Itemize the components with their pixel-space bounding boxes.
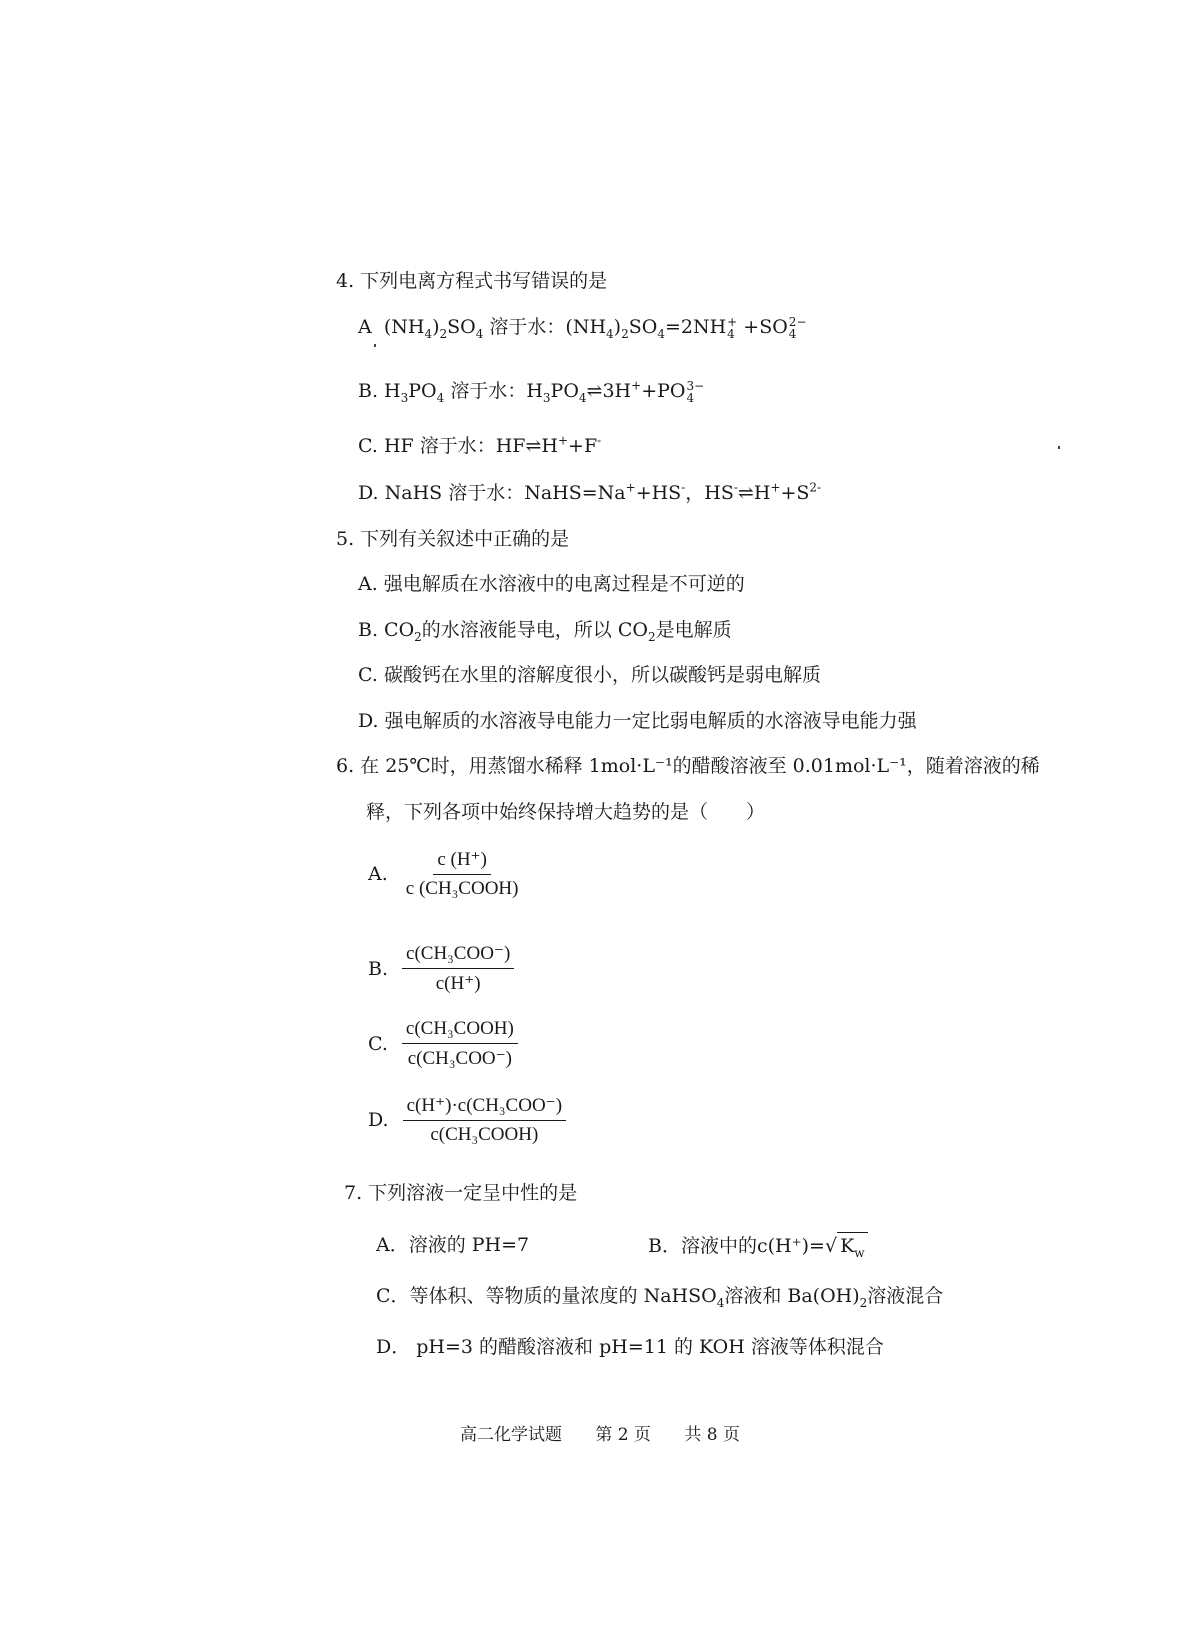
- q4-option-d: D. NaHS 溶于水：NaHS=Na++HS-，$HS^-\rightleftharpoons H^++S^{2-}$: [358, 480, 822, 504]
- q6-stem-line1: 6. 在 25℃时，用蒸馏水稀释 1mol·L⁻¹的醋酸溶液至 0.01mol·L⁻¹，随着溶液的稀: [336, 755, 1040, 777]
- fraction-numerator: c(H⁺)·c(CH₃COO⁻): [403, 1094, 566, 1121]
- q6-option-a: A. $\frac{c (H^+)}{\text{c (CH₃COOH)}}$: [368, 848, 522, 900]
- q5-option-d: D. 强电解质的水溶液导电能力一定比弱电解质的水溶液导电能力强: [358, 710, 917, 732]
- page-footer: [0, 1420, 1200, 1445]
- q5-stem: 5. 下列有关叙述中正确的是: [336, 528, 570, 550]
- q5-option-c: C. 碳酸钙在水里的溶解度很小，所以碳酸钙是弱电解质: [358, 664, 821, 686]
- fraction-denominator: c(H⁺): [435, 973, 481, 994]
- fraction-numerator: c(CH₃COOH): [402, 1018, 518, 1044]
- footer-subject: 高二化学试题: [459, 1425, 562, 1445]
- q4-option-b: B. $H_3PO_4$ 溶于水：$H_3PO_4\rightleftharpoons 3H^++PO$ 3− 4: [358, 378, 705, 405]
- footer-page-number: 第 2 页: [595, 1425, 651, 1445]
- q7-option-b: B．溶液中的c(H⁺)= √ $K_w$: [648, 1232, 868, 1259]
- q6-option-c: C. $\frac{\text{c(CH₃COOH)}}{\text{c(CH₃COO⁻)}}$: [368, 1018, 518, 1070]
- fraction-numerator: c (H⁺): [433, 848, 491, 875]
- q7-option-c: C．等体积、等物质的量浓度的 NaHSO$_4$溶液和 $Ba(OH)_2$溶液混合: [376, 1285, 944, 1310]
- q4-option-c: C. HF 溶于水：HF⇌H++F-: [358, 433, 602, 457]
- fraction-denominator: c(CH₃COO⁻): [407, 1048, 512, 1069]
- fraction-denominator: c (CH₃COOH): [405, 878, 519, 899]
- q6-option-b: B. $\frac{\text{c(CH₃COO⁻)}}{c(H^+)}$: [368, 942, 514, 995]
- q7-stem: 7. 下列溶液一定呈中性的是: [344, 1182, 578, 1204]
- scan-speck: [374, 344, 376, 347]
- footer-total-pages: 共 8 页: [684, 1425, 741, 1445]
- q4-option-a: A $(NH_4)_2SO_4$ 溶于水：$(NH_4)_2SO_4=2NH$ + 4 +SO 2− 4: [358, 315, 807, 341]
- q7-option-a: A．溶液的 PH=7: [376, 1234, 530, 1256]
- q5-option-a: A. 强电解质在水溶液中的电离过程是不可逆的: [358, 573, 745, 595]
- q5-option-b: B. $CO_2$的水溶液能导电，所以 $CO_2$是电解质: [358, 619, 732, 644]
- fraction-denominator: c(CH₃COOH): [430, 1124, 539, 1145]
- q4-stem: 4. 下列电离方程式书写错误的是: [336, 270, 608, 292]
- q6-option-d: D. $\frac{\text{c(H⁺)·c(CH₃COO⁻)}}{\text{c(CH₃COOH)}}$: [368, 1094, 566, 1146]
- scan-speck: [1058, 446, 1060, 449]
- fraction-numerator: c(CH₃COO⁻): [402, 942, 514, 969]
- q7-option-d: D． pH=3 的醋酸溶液和 pH=11 的 KOH 溶液等体积混合: [376, 1336, 884, 1358]
- square-root-icon: √ $K_w$: [825, 1232, 868, 1259]
- q6-stem-line2: 释，下列各项中始终保持增大趋势的是（ ）: [366, 801, 766, 823]
